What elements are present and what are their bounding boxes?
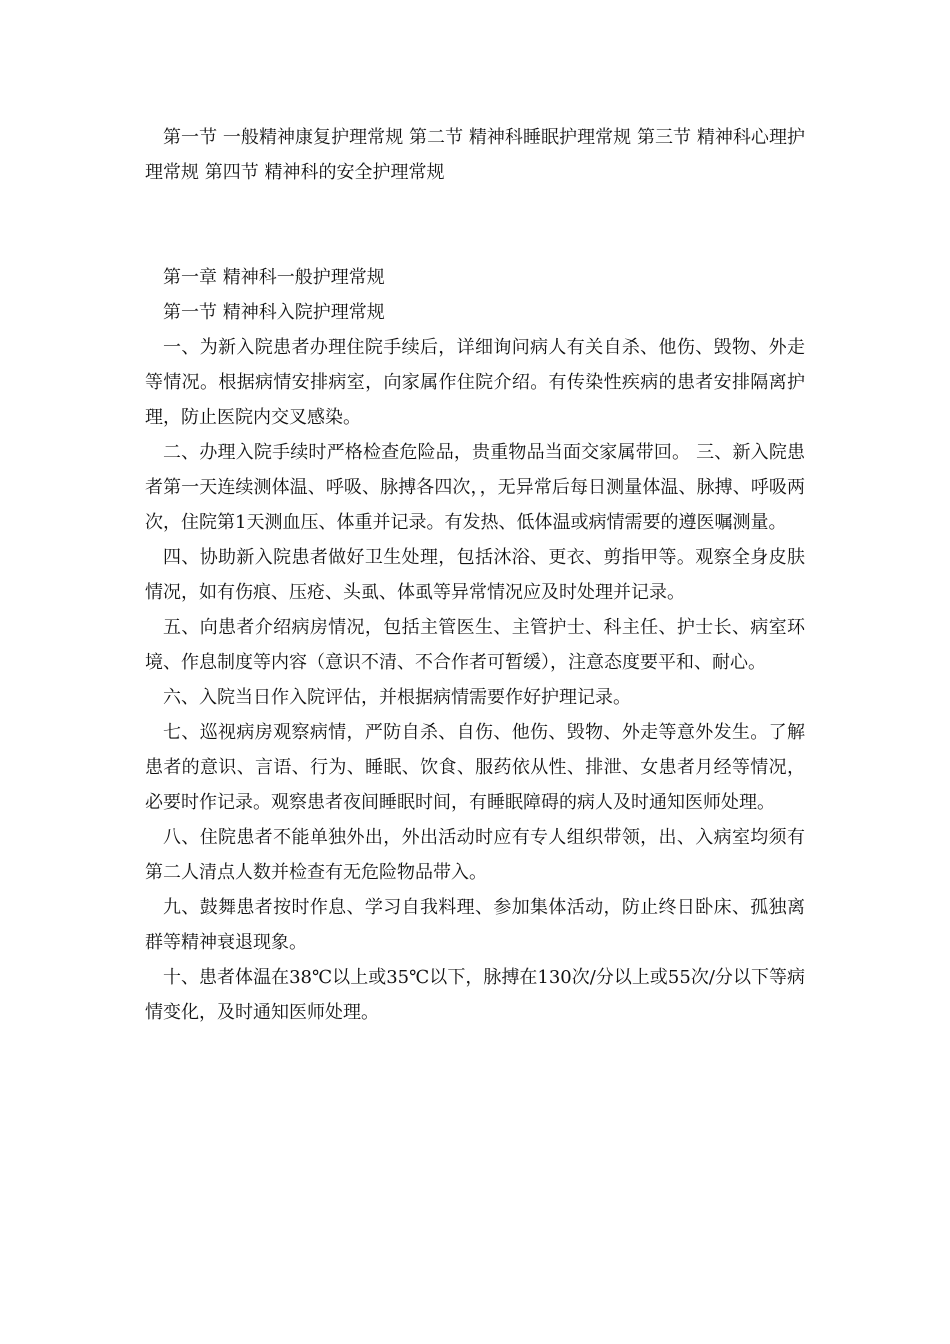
paragraph-8: 九、鼓舞患者按时作息、学习自我料理、参加集体活动，防止终日卧床、孤独离群等精神衰退现象。 xyxy=(145,897,805,953)
paragraph-9: 十、患者体温在38℃以上或35℃以下，脉搏在130次/分以上或55次/分以下等病情变化，及时通知医师处理。 xyxy=(145,967,805,1023)
document-body xyxy=(145,120,805,1030)
table-of-contents: 第一节 一般精神康复护理常规 第二节 精神科睡眠护理常规 第三节 精神科心理护理常规 第四节 精神科的安全护理常规 xyxy=(145,127,805,183)
paragraph-6: 七、巡视病房观察病情，严防自杀、自伤、他伤、毁物、外走等意外发生。了解患者的意识、言语、行为、睡眠、饮食、服药依从性、排泄、女患者月经等情况，必要时作记录。观察患者夜间睡眠时间，有睡眠障碍的病人及时通知医师处理。 xyxy=(145,722,805,813)
paragraph-2: 二、办理入院手续时严格检查危险品，贵重物品当面交家属带回。 三、新入院患者第一天连续测体温、呼吸、脉搏各四次，，无异常后每日测量体温、脉搏、呼吸两次，住院第1天测血压、体重并记录。有发热、低体温或病情需要的遵医嘱测量。 xyxy=(145,442,805,533)
paragraph-5: 六、入院当日作入院评估，并根据病情需要作好护理记录。 xyxy=(163,687,631,708)
paragraph-1: 一、为新入院患者办理住院手续后，详细询问病人有关自杀、他伤、毁物、外走等情况。根据病情安排病室，向家属作住院介绍。有传染性疾病的患者安排隔离护理，防止医院内交叉感染。 xyxy=(145,337,805,428)
paragraph-3: 四、协助新入院患者做好卫生处理，包括沐浴、更衣、剪指甲等。观察全身皮肤情况，如有伤痕、压疮、头虱、体虱等异常情况应及时处理并记录。 xyxy=(145,547,805,603)
section-title: 第一节 精神科入院护理常规 xyxy=(163,302,385,323)
paragraph-4: 五、向患者介绍病房情况，包括主管医生、主管护士、科主任、护士长、病室环境、作息制度等内容（意识不清、不合作者可暂缓），注意态度要平和、耐心。 xyxy=(145,617,805,673)
chapter-title: 第一章 精神科一般护理常规 xyxy=(163,267,385,288)
paragraph-7: 八、住院患者不能单独外出，外出活动时应有专人组织带领，出、入病室均须有第二人清点人数并检查有无危险物品带入。 xyxy=(145,827,805,883)
